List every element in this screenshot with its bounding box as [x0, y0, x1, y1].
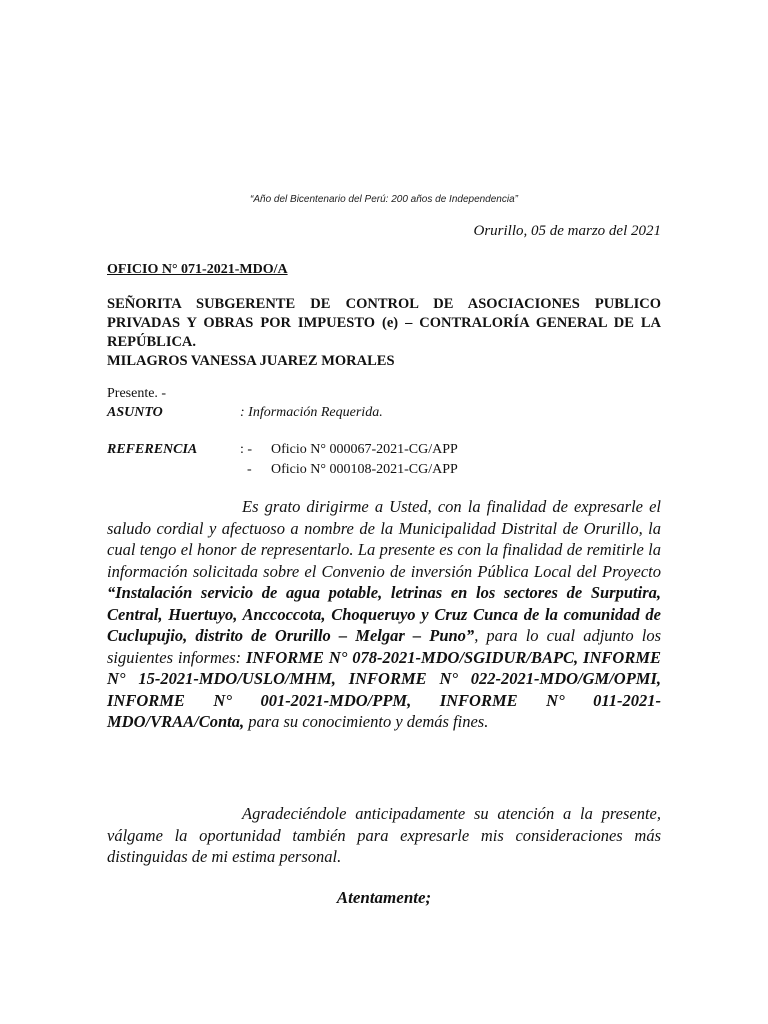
closing-salutation: Atentamente; [336, 888, 432, 907]
body-text: Es grato dirigirme a Usted, con la finalidad de expresarle el saludo cordial y afectuoso a nombre de la Municipalidad Distrital de Orurillo, la cual tengo el honor de representarlo. La presente es con la finalidad de remitirle la información solicitada sobre el Convenio de inversión Pública Local del Proyecto [107, 497, 661, 581]
year-motto: “Año del Bicentenario del Perú: 200 años de Independencia” [250, 194, 518, 205]
body-text: , para lo cual adjunto los siguientes informes: [107, 626, 661, 667]
greeting-presente: Presente. - [107, 386, 167, 401]
referencia-item: Oficio N° 000067-2021-CG/APP [271, 442, 458, 457]
project-name: “Instalación servicio de agua potable, letrinas en los sectores de Surputira, Central, Huertuyo, Anccoccota, Choqueruyo y Cruz Cunca de la comunidad de Cuclupujio, distrito de Orurillo – Melgar – Puno” [107, 583, 661, 645]
report-list: INFORME N° 078-2021-MDO/SGIDUR/BAPC, INFORME N° 15-2021-MDO/USLO/MHM, INFORME N° 022-2021-MDO/GM/OPMI, INFORME N° 001-2021-MDO/PPM, INFORME N° 011-2021-MDO/VRAA/Conta, [107, 647, 661, 731]
referencia-label: REFERENCIA [107, 442, 198, 457]
referencia-bullet: - [247, 462, 252, 477]
body-paragraph-1 [107, 496, 661, 733]
asunto-label: ASUNTO [107, 405, 163, 420]
body-text: para su conocimiento y demás fines. [244, 712, 489, 731]
addressee-name: MILAGROS VANESSA JUAREZ MORALES [107, 353, 395, 369]
body-paragraph-2: Agradeciéndole anticipadamente su atención a la presente, válgame la oportunidad también para expresarle mis consideraciones más distinguidas de mi estima personal. [107, 804, 661, 866]
referencia-bullet: : - [240, 442, 253, 457]
letter-date: Orurillo, 05 de marzo del 2021 [473, 223, 661, 239]
addressee-block [107, 295, 661, 371]
referencia-item: Oficio N° 000108-2021-CG/APP [271, 462, 458, 477]
oficio-number: OFICIO N° 071-2021-MDO/A [107, 262, 288, 277]
asunto-value: : Información Requerida. [240, 405, 383, 420]
addressee-title: SEÑORITA SUBGERENTE DE CONTROL DE ASOCIACIONES PUBLICO PRIVADAS Y OBRAS POR IMPUESTO (e) – CONTRALORÍA GENERAL DE LA REPÚBLICA. [107, 296, 661, 350]
